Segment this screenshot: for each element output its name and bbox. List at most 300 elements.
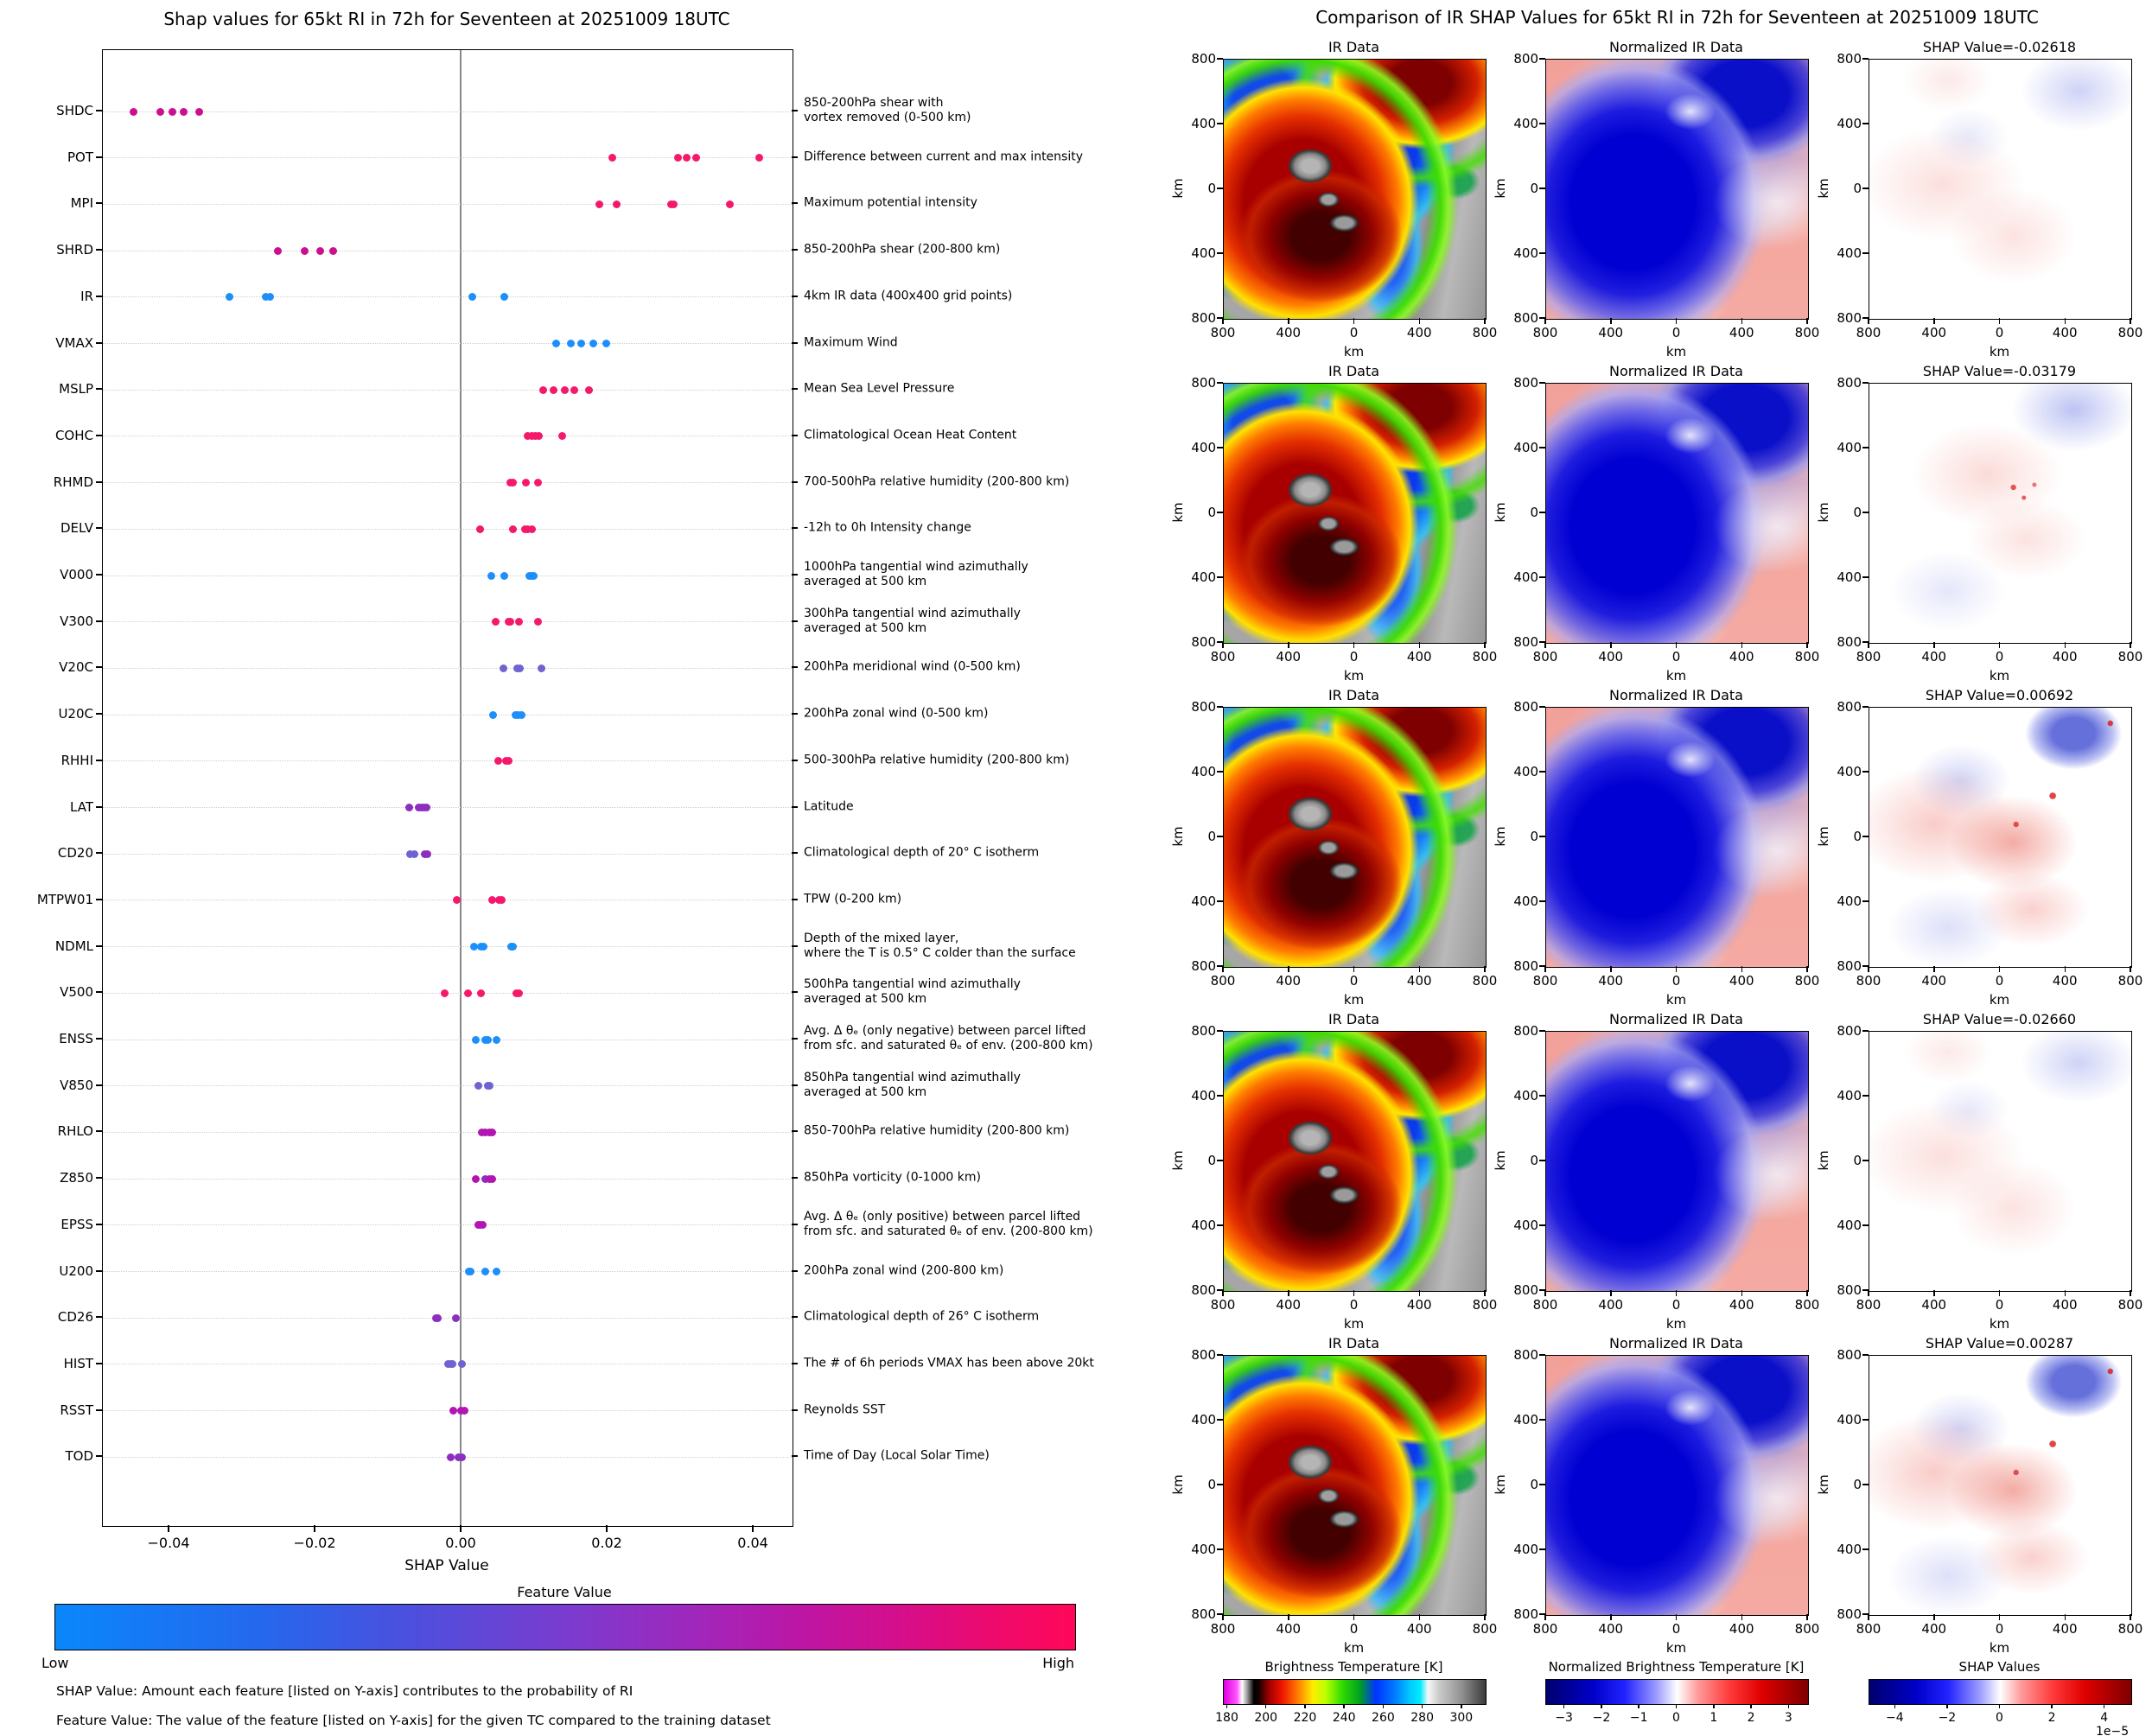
- panel-x-tick: [2065, 966, 2066, 972]
- panel-x-tick-label: 0: [1671, 1621, 1681, 1637]
- shap-dot: [613, 200, 621, 208]
- panel-x-tick-label: 400: [1276, 973, 1302, 989]
- feature-gridline: [103, 1085, 793, 1086]
- panel-y-tick-label: 800: [1513, 958, 1538, 974]
- y-tick: [96, 1455, 102, 1457]
- feature-gridline: [103, 390, 793, 391]
- y-tick: [96, 1409, 102, 1411]
- panel-x-tick-label: 800: [1856, 973, 1881, 989]
- feature-desc-cd20: [804, 846, 1039, 861]
- feature-label-hist: HIST: [63, 1355, 93, 1371]
- feature-desc-line: from sfc. and saturated θₑ of env. (200-800 km): [804, 1039, 1093, 1052]
- panel-x-tick: [1419, 966, 1421, 972]
- panel-x-tick-label: 400: [1406, 1621, 1432, 1637]
- panel-x-tick-label: 800: [1210, 325, 1236, 340]
- panel-x-tick-label: 0: [1671, 973, 1681, 989]
- shap-map-panel-title: SHAP Value=-0.02618: [1922, 39, 2077, 55]
- shap-dot: [489, 711, 497, 719]
- feature-label-pot: POT: [67, 149, 93, 165]
- shap-dot: [538, 665, 545, 672]
- ir-data-panel: [1223, 1355, 1487, 1616]
- feature-desc-cd26: [804, 1310, 1039, 1325]
- right-tick: [792, 202, 798, 204]
- panel-x-tick: [2065, 1614, 2066, 1620]
- panel-y-tick-label: 0: [1853, 181, 1862, 196]
- y-tick: [96, 1084, 102, 1086]
- panel-y-tick-label: 400: [1191, 116, 1216, 131]
- panel-y-tick-label: 400: [1191, 245, 1216, 261]
- panel-y-tick: [1217, 1095, 1223, 1097]
- panel-x-tick-label: 0: [1995, 1621, 2004, 1637]
- shap-dot: [329, 247, 337, 255]
- feature-label-mtpw01: MTPW01: [36, 891, 93, 907]
- panel-y-tick-label: 800: [1837, 1282, 1862, 1298]
- feature-label-rhlo: RHLO: [57, 1123, 93, 1140]
- feature-desc-line: TPW (0-200 km): [804, 892, 902, 906]
- panel-y-tick-label: 800: [1191, 310, 1216, 326]
- feature-gridline: [103, 343, 793, 344]
- x-axis-label: SHAP Value: [404, 1557, 489, 1574]
- shap-dot: [577, 340, 585, 347]
- panel-y-tick: [1217, 382, 1223, 384]
- colorbar-tick: [1788, 1704, 1790, 1708]
- feature-desc-line: 4km IR data (400x400 grid points): [804, 289, 1013, 303]
- right-tick: [792, 1177, 798, 1179]
- panel-y-tick-label: 800: [1837, 375, 1862, 391]
- shap-dot: [500, 572, 508, 580]
- y-tick: [96, 666, 102, 668]
- panel-x-tick-label: 400: [1406, 649, 1432, 665]
- y-tick: [96, 1130, 102, 1132]
- panel-y-tick-label: 400: [1513, 440, 1538, 455]
- panel-x-tick-label: 0: [1349, 1621, 1359, 1637]
- shap-dot: [461, 1407, 468, 1415]
- panel-x-tick: [1419, 1614, 1421, 1620]
- panel-y-tick-label: 400: [1837, 893, 1862, 909]
- panel-y-tick: [1539, 1484, 1545, 1485]
- y-tick: [96, 342, 102, 344]
- colorbar-tick-label: 280: [1410, 1711, 1435, 1725]
- panel-y-tick: [1862, 1160, 1869, 1161]
- shap-dot: [449, 1407, 457, 1415]
- panel-y-tick: [1862, 1419, 1869, 1421]
- feature-desc-line: Latitude: [804, 799, 854, 813]
- shap-map-panel-title: SHAP Value=-0.03179: [1922, 363, 2077, 379]
- panel-y-tick-label: 0: [1207, 505, 1216, 520]
- shap-dot: [458, 1453, 466, 1461]
- panel-y-tick-label: 0: [1530, 1477, 1538, 1492]
- shap-dot: [505, 757, 513, 765]
- shap-dot: [434, 1314, 442, 1322]
- panel-y-tick: [1217, 1354, 1223, 1356]
- normalized-ir-panel-image: [1546, 60, 1808, 319]
- feature-label-cd20: CD20: [57, 845, 93, 862]
- shap-dot: [472, 1175, 480, 1183]
- normalized-ir-panel-image: [1546, 1356, 1808, 1615]
- shap-map-panel-title: SHAP Value=0.00692: [1925, 687, 2074, 703]
- feature-desc-v000: [804, 560, 1028, 589]
- colorbar-tick-label: 0: [1672, 1711, 1680, 1725]
- feature-label-ir: IR: [80, 288, 93, 304]
- panel-x-tick: [1484, 318, 1486, 324]
- feature-label-v850: V850: [60, 1077, 93, 1093]
- feature-gridline: [103, 807, 793, 808]
- panel-x-axis-label: km: [1665, 344, 1687, 359]
- panel-x-tick-label: 800: [1472, 649, 1498, 665]
- panel-x-tick-label: 0: [1349, 649, 1359, 665]
- panel-y-tick-label: 400: [1513, 245, 1538, 261]
- panel-y-tick-label: 0: [1853, 1477, 1862, 1492]
- feature-label-ndml: NDML: [54, 938, 93, 954]
- panel-y-tick-label: 800: [1513, 310, 1538, 326]
- colorbar-tick-label: 200: [1254, 1711, 1278, 1725]
- panel-y-tick-label: 0: [1207, 829, 1216, 844]
- shap-dot: [570, 386, 578, 394]
- colorbar-low-label: Low: [41, 1655, 69, 1671]
- right-tick: [792, 296, 798, 297]
- feature-desc-line: from sfc. and saturated θₑ of env. (200-800 km): [804, 1224, 1093, 1238]
- x-tick: [606, 1525, 608, 1532]
- x-tick: [168, 1525, 169, 1532]
- feature-desc-shrd: [804, 243, 1000, 258]
- feature-label-u20c: U20C: [58, 706, 93, 722]
- normalized-ir-panel-title: Normalized IR Data: [1609, 1335, 1743, 1351]
- feature-desc-u200: [804, 1263, 1003, 1278]
- ir-data-panel: [1223, 59, 1487, 320]
- feature-desc-tod: [804, 1449, 990, 1464]
- panel-x-tick: [1676, 1614, 1678, 1620]
- feature-desc-line: 500-300hPa relative humidity (200-800 km): [804, 753, 1070, 767]
- colorbar-title-0: Brightness Temperature [K]: [1264, 1659, 1443, 1675]
- feature-desc-line: The # of 6h periods VMAX has been above 20kt: [804, 1356, 1094, 1370]
- panel-y-tick-label: 800: [1191, 51, 1216, 67]
- feature-label-delv: DELV: [60, 520, 93, 537]
- shap-dot: [488, 1129, 496, 1136]
- panel-y-tick: [1217, 447, 1223, 448]
- shap-dot: [509, 525, 517, 533]
- shap-dot: [449, 1360, 456, 1368]
- shap-map-panel-image: [1869, 1356, 2131, 1615]
- feature-label-v20c: V20C: [59, 659, 93, 676]
- panel-y-axis-label: km: [1170, 826, 1186, 847]
- panel-x-tick: [1806, 966, 1808, 972]
- right-tick: [792, 1455, 798, 1457]
- normalized-ir-panel-title: Normalized IR Data: [1609, 39, 1743, 55]
- y-tick: [96, 249, 102, 251]
- panel-x-tick: [1610, 1290, 1612, 1296]
- shap-dot: [405, 804, 413, 811]
- panel-x-tick: [1222, 642, 1224, 648]
- shap-dot: [492, 618, 500, 626]
- panel-y-tick: [1862, 771, 1869, 773]
- colorbar-tick-label: 180: [1215, 1711, 1238, 1725]
- y-tick: [96, 435, 102, 436]
- panel-y-tick: [1539, 1419, 1545, 1421]
- panel-x-tick-label: 0: [1671, 325, 1681, 340]
- colorbar-tick: [1461, 1704, 1462, 1708]
- right-tick: [792, 156, 798, 158]
- panel-x-tick: [1610, 1614, 1612, 1620]
- panel-y-tick: [1862, 188, 1869, 189]
- panel-x-tick: [1288, 318, 1289, 324]
- panel-x-tick: [1353, 642, 1355, 648]
- feature-gridline: [103, 668, 793, 669]
- feature-desc-hist: [804, 1356, 1094, 1370]
- panel-x-tick: [1868, 318, 1869, 324]
- panel-x-tick: [1353, 1614, 1355, 1620]
- shap-map-panel-image: [1869, 708, 2131, 967]
- panel-x-tick-label: 400: [1276, 1621, 1302, 1637]
- panel-x-tick: [1288, 966, 1289, 972]
- colorbar-tick-label: 2: [1747, 1711, 1755, 1725]
- panel-x-tick: [1544, 966, 1546, 972]
- panel-x-tick-label: 400: [1729, 1297, 1754, 1313]
- y-tick: [96, 945, 102, 947]
- panel-y-tick: [1539, 252, 1545, 254]
- panel-x-tick-label: 0: [1995, 1297, 2004, 1313]
- feature-desc-ndml: [804, 932, 1076, 961]
- panel-y-tick-label: 800: [1513, 1282, 1538, 1298]
- normalized-ir-panel-title: Normalized IR Data: [1609, 687, 1743, 703]
- x-tick: [314, 1525, 315, 1532]
- panel-y-tick-label: 400: [1191, 1542, 1216, 1557]
- panel-x-tick-label: 400: [1921, 325, 1947, 340]
- feature-label-mpi: MPI: [70, 195, 93, 212]
- panel-x-tick-label: 0: [1995, 973, 2004, 989]
- ir-data-panel-image: [1224, 60, 1486, 319]
- ir-data-panel: [1223, 383, 1487, 644]
- panel-y-tick-label: 0: [1853, 505, 1862, 520]
- panel-y-tick: [1217, 188, 1223, 189]
- panel-y-tick-label: 400: [1837, 1088, 1862, 1103]
- right-tick: [792, 666, 798, 668]
- shap-map-panel: [1869, 707, 2132, 968]
- feature-gridline: [103, 1132, 793, 1133]
- panel-x-tick-label: 800: [1856, 649, 1881, 665]
- panel-x-tick-label: 400: [1729, 1621, 1754, 1637]
- colorbar-exponent: 1e−5: [2096, 1725, 2130, 1736]
- colorbar-tick-label: −1: [1629, 1711, 1648, 1725]
- panel-x-tick: [1544, 642, 1546, 648]
- shap-dot: [602, 340, 610, 347]
- shap-dot: [301, 247, 309, 255]
- panel-x-tick: [1868, 642, 1869, 648]
- right-tick: [792, 110, 798, 111]
- panel-x-tick-label: 400: [1276, 1297, 1302, 1313]
- feature-label-v500: V500: [60, 984, 93, 1001]
- panel-x-tick-label: 0: [1995, 649, 2004, 665]
- panel-y-tick-label: 400: [1191, 440, 1216, 455]
- y-tick: [96, 1316, 102, 1318]
- panel-y-tick: [1217, 576, 1223, 578]
- colorbar-tick-label: 1: [1710, 1711, 1718, 1725]
- panel-x-tick: [1419, 1290, 1421, 1296]
- shap-dot: [552, 340, 560, 347]
- panel-y-tick-label: 800: [1191, 1606, 1216, 1622]
- shap-dot: [509, 479, 517, 486]
- normalized-ir-panel-title: Normalized IR Data: [1609, 363, 1743, 379]
- panel-y-tick: [1217, 252, 1223, 254]
- shap-dot: [464, 989, 472, 997]
- panel-x-tick: [1806, 642, 1808, 648]
- right-tick: [792, 1409, 798, 1411]
- panel-x-tick: [2065, 642, 2066, 648]
- panel-y-tick-label: 400: [1513, 1088, 1538, 1103]
- shap-dot: [477, 989, 485, 997]
- normalized-ir-panel: [1545, 1355, 1809, 1616]
- feature-desc-line: Maximum Wind: [804, 335, 898, 349]
- feature-desc-z850: [804, 1171, 981, 1186]
- panel-y-tick-label: 800: [1837, 51, 1862, 67]
- feature-gridline: [103, 621, 793, 622]
- y-tick: [96, 574, 102, 575]
- shap-dot: [755, 154, 763, 162]
- panel-x-tick-label: 400: [1598, 1621, 1624, 1637]
- feature-gridline: [103, 1271, 793, 1272]
- ir-data-panel-image: [1224, 708, 1486, 967]
- ir-data-panel-image: [1224, 1032, 1486, 1291]
- panel-y-axis-label: km: [1493, 1474, 1508, 1495]
- panel-y-tick-label: 400: [1513, 764, 1538, 779]
- normalized-ir-panel: [1545, 383, 1809, 644]
- feature-desc-line: 200hPa zonal wind (200-800 km): [804, 1263, 1004, 1277]
- panel-y-tick: [1539, 1354, 1545, 1356]
- panel-y-tick: [1539, 771, 1545, 773]
- feature-desc-line: 700-500hPa relative humidity (200-800 km): [804, 474, 1070, 489]
- feature-desc-line: where the T is 0.5° C colder than the surface: [804, 945, 1076, 960]
- feature-gridline: [103, 1179, 793, 1180]
- feature-label-lat: LAT: [70, 798, 93, 815]
- panel-x-tick: [2130, 1614, 2131, 1620]
- panel-x-tick: [1353, 318, 1355, 324]
- panel-x-axis-label: km: [1989, 1640, 2010, 1656]
- feature-desc-line: Difference between current and max intensity: [804, 149, 1084, 164]
- shap-map-panel-image: [1869, 60, 2131, 319]
- panel-x-axis-label: km: [1665, 992, 1687, 1008]
- feature-gridline: [103, 482, 793, 483]
- panel-x-tick: [1868, 966, 1869, 972]
- y-tick: [96, 852, 102, 854]
- shap-dot: [447, 1453, 455, 1461]
- panel-x-axis-label: km: [1343, 992, 1365, 1008]
- feature-desc-line: 200hPa meridional wind (0-500 km): [804, 659, 1021, 674]
- shap-dot: [493, 1036, 500, 1044]
- panel-x-axis-label: km: [1989, 992, 2010, 1008]
- shap-map-panel-title: SHAP Value=0.00287: [1925, 1335, 2074, 1351]
- feature-desc-line: Depth of the mixed layer,: [804, 931, 959, 945]
- panel-x-tick-label: 800: [1210, 1621, 1236, 1637]
- panel-y-tick-label: 800: [1837, 958, 1862, 974]
- y-tick: [96, 899, 102, 900]
- shap-dot: [452, 1314, 460, 1322]
- right-tick: [792, 713, 798, 715]
- feature-desc-line: Avg. Δ θₑ (only positive) between parcel lifted: [804, 1209, 1081, 1224]
- caption-shap-value: SHAP Value: Amount each feature [listed on Y-axis] contributes to the probability of RI: [56, 1683, 634, 1699]
- feature-gridline: [103, 111, 793, 112]
- feature-desc-line: vortex removed (0-500 km): [804, 111, 971, 124]
- panel-x-tick-label: 400: [1598, 649, 1624, 665]
- feature-gridline: [103, 575, 793, 576]
- panel-y-axis-label: km: [1493, 502, 1508, 523]
- panel-x-tick: [1288, 642, 1289, 648]
- feature-desc-line: Climatological Ocean Heat Content: [804, 428, 1017, 442]
- panel-y-tick-label: 800: [1837, 1023, 1862, 1039]
- colorbar-tick: [1946, 1704, 1948, 1708]
- normalized-ir-panel-image: [1546, 384, 1808, 643]
- colorbar-1: [1545, 1679, 1809, 1705]
- panel-y-tick: [1217, 771, 1223, 773]
- panel-y-tick: [1539, 576, 1545, 578]
- panel-y-axis-label: km: [1493, 178, 1508, 199]
- panel-y-tick-label: 800: [1191, 699, 1216, 715]
- feature-label-vmax: VMAX: [55, 334, 93, 351]
- panel-y-tick-label: 0: [1530, 1153, 1538, 1168]
- panel-y-tick-label: 800: [1513, 1347, 1538, 1363]
- panel-x-tick-label: 800: [1532, 649, 1558, 665]
- normalized-ir-panel: [1545, 59, 1809, 320]
- colorbar-tick: [1894, 1704, 1896, 1708]
- feature-label-v000: V000: [60, 567, 93, 582]
- shap-dot: [423, 804, 430, 811]
- ir-data-panel-title: IR Data: [1327, 687, 1380, 703]
- shap-map-panel: [1869, 383, 2132, 644]
- shap-dot: [509, 943, 517, 951]
- feature-desc-line: averaged at 500 km: [804, 1084, 927, 1099]
- feature-desc-line: 850hPa tangential wind azimuthally: [804, 1070, 1021, 1084]
- panel-x-tick: [1676, 318, 1678, 324]
- panel-x-tick: [1353, 966, 1355, 972]
- panel-x-tick-label: 800: [1856, 1297, 1881, 1313]
- panel-x-tick-label: 400: [2052, 1297, 2078, 1313]
- panel-y-tick-label: 400: [1191, 569, 1216, 585]
- colorbar-tick: [1304, 1704, 1306, 1708]
- right-tick: [792, 388, 798, 390]
- feature-label-rhmd: RHMD: [53, 474, 93, 490]
- panel-x-tick-label: 0: [1671, 1297, 1681, 1313]
- panel-x-tick-label: 400: [1598, 325, 1624, 340]
- right-tick: [792, 527, 798, 529]
- shap-dot: [561, 386, 569, 394]
- panel-x-tick-label: 800: [1794, 649, 1820, 665]
- feature-desc-delv: [804, 521, 971, 536]
- panel-x-tick-label: 400: [1729, 649, 1754, 665]
- shap-dot: [180, 108, 188, 116]
- feature-desc-line: 850-700hPa relative humidity (200-800 km): [804, 1123, 1070, 1138]
- panel-x-tick-label: 0: [1349, 325, 1359, 340]
- panel-y-tick: [1862, 1095, 1869, 1097]
- panel-x-tick-label: 800: [2117, 1621, 2143, 1637]
- colorbar-tick-label: −4: [1885, 1711, 1904, 1725]
- panel-y-axis-label: km: [1816, 1150, 1831, 1171]
- feature-label-u200: U200: [59, 1262, 93, 1279]
- panel-x-tick: [1999, 318, 2001, 324]
- panel-x-tick-label: 800: [1794, 973, 1820, 989]
- panel-y-tick: [1862, 382, 1869, 384]
- feature-desc-mpi: [804, 196, 977, 211]
- feature-desc-line: Time of Day (Local Solar Time): [804, 1448, 990, 1463]
- colorbar-tick-label: 260: [1372, 1711, 1395, 1725]
- panel-x-tick: [1676, 642, 1678, 648]
- panel-x-tick: [1222, 1614, 1224, 1620]
- panel-x-tick-label: 0: [1349, 973, 1359, 989]
- panel-y-tick: [1539, 188, 1545, 189]
- feature-label-mslp: MSLP: [59, 381, 93, 397]
- feature-value-colorbar: [54, 1604, 1076, 1650]
- colorbar-tick-label: 4: [2100, 1711, 2109, 1725]
- feature-desc-line: averaged at 500 km: [804, 620, 927, 635]
- panel-x-axis-label: km: [1989, 344, 2010, 359]
- y-tick: [96, 481, 102, 483]
